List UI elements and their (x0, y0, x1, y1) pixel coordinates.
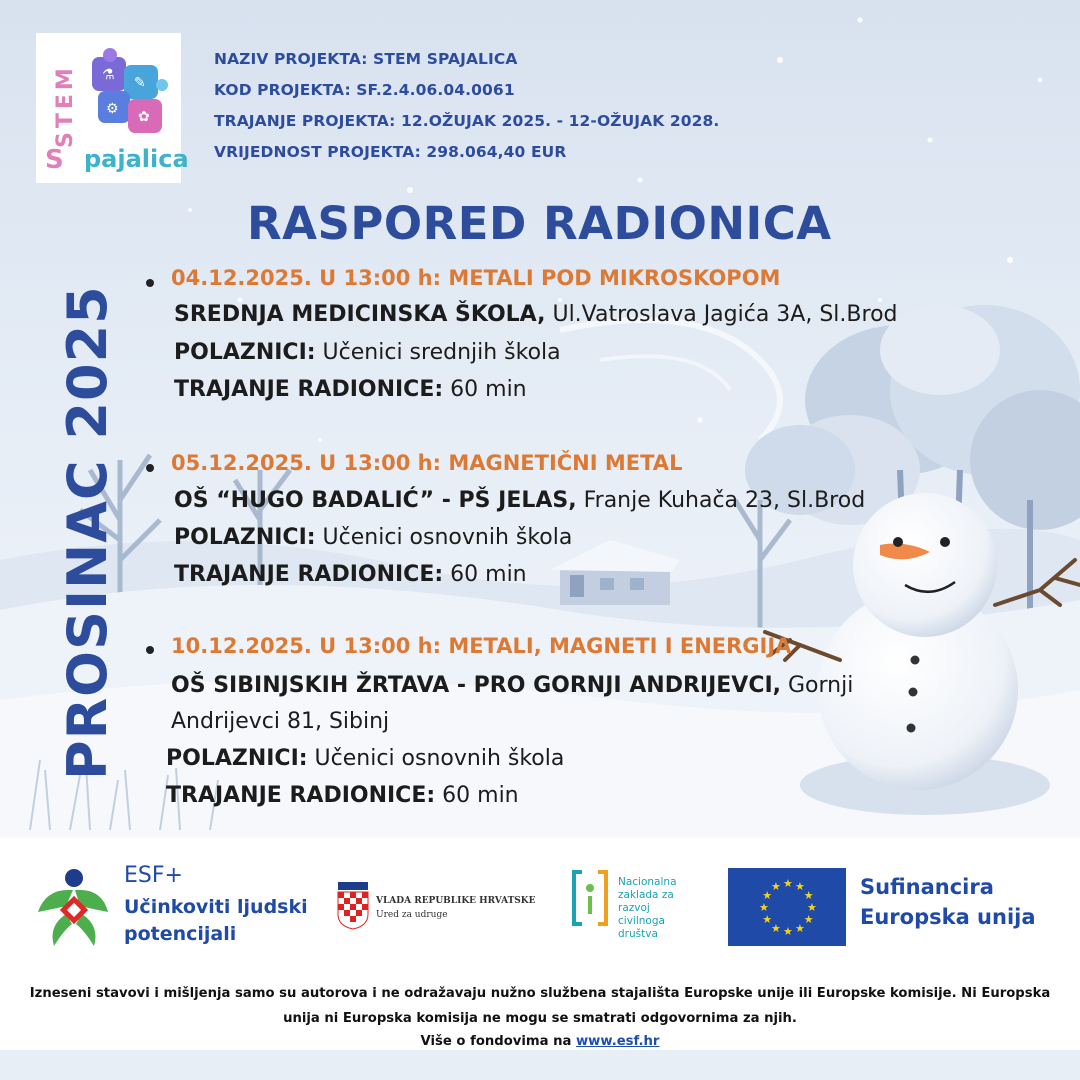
svg-text:✎: ✎ (134, 75, 146, 91)
bullet (146, 279, 154, 287)
eu-star: ★ (762, 913, 773, 926)
month-vertical-title: PROSINAC 2025 (56, 285, 119, 780)
workshop-2-participants: POLAZNICI: Učenici osnovnih škola (174, 525, 573, 550)
eu-star: ★ (803, 889, 814, 902)
workshop-1-heading: 04.12.2025. U 13:00 h: METALI POD MIKROSKOPOM (171, 266, 781, 290)
svg-text:⚙: ⚙ (106, 101, 119, 117)
esf-title: ESF+ (124, 863, 183, 888)
disclaimer-line1: Izneseni stavovi i mišljenja samo su autorova i ne odražavaju nužno službena stajališta Europske unije ili Europske komisije. Ni Europska (29, 986, 1051, 1001)
workshop-1-venue: SREDNJA MEDICINSKA ŠKOLA, Ul.Vatroslava Jagića 3A, Sl.Brod (174, 302, 898, 327)
esf-logo-icon (36, 868, 110, 948)
footer-strip (0, 1050, 1080, 1080)
eu-star: ★ (795, 880, 805, 894)
eu-star: ★ (783, 877, 793, 890)
page-title: RASPORED RADIONICA (247, 197, 832, 250)
croatian-coat-of-arms-icon (336, 882, 370, 930)
logo-wordmark: pajalica (84, 145, 189, 173)
project-code: KOD PROJEKTA: SF.2.4.06.04.0061 (214, 81, 515, 99)
workshop-1-duration: TRAJANJE RADIONICE: 60 min (174, 377, 527, 402)
workshop-3-participants: POLAZNICI: Učenici osnovnih škola (166, 746, 565, 771)
workshop-3-venue: OŠ SIBINJSKIH ŽRTAVA - PRO GORNJI ANDRIJEVCI, Gornji (171, 673, 854, 698)
bullet (146, 646, 154, 654)
nacionalna-zaklada-logo-icon (570, 868, 610, 928)
workshop-2-heading: 05.12.2025. U 13:00 h: MAGNETIČNI METAL (171, 451, 683, 475)
project-name: NAZIV PROJEKTA: STEM SPAJALICA (214, 50, 518, 68)
nz-text: Nacionalna zaklada za razvoj civilnoga društva (618, 876, 677, 940)
eu-star: ★ (783, 925, 793, 938)
project-duration: TRAJANJE PROJEKTA: 12.OŽUJAK 2025. - 12-OŽUJAK 2028. (214, 112, 720, 130)
eu-star: ★ (771, 880, 781, 894)
footer (0, 838, 1080, 1080)
eu-star: ★ (759, 901, 769, 914)
eu-star: ★ (807, 901, 817, 914)
project-value: VRIJEDNOST PROJEKTA: 298.064,40 EUR (214, 143, 567, 161)
bullet (146, 464, 154, 472)
eu-line1: Sufinancira (860, 875, 994, 899)
eu-star: ★ (803, 913, 814, 926)
eu-line2: Europska unija (860, 905, 1036, 929)
eu-star: ★ (771, 921, 781, 935)
workshop-2-duration: TRAJANJE RADIONICE: 60 min (174, 562, 527, 587)
workshop-3-heading: 10.12.2025. U 13:00 h: METALI, MAGNETI I ENERGIJA (171, 634, 792, 658)
eu-flag-icon (728, 868, 846, 946)
puzzle-cubes-icon (88, 47, 172, 139)
eu-star: ★ (795, 921, 805, 935)
gov-line1: VLADA REPUBLIKE HRVATSKE (376, 896, 536, 906)
stem-s-letter: S (45, 145, 64, 175)
esf-link[interactable]: www.esf.hr (576, 1034, 660, 1049)
workshop-1-participants: POLAZNICI: Učenici srednjih škola (174, 340, 561, 365)
workshop-3-venue-cont: Andrijevci 81, Sibinj (171, 709, 390, 734)
eu-star: ★ (762, 889, 773, 902)
esf-line1: Učinkoviti ljudski (124, 896, 308, 918)
svg-text:✿: ✿ (138, 109, 150, 125)
esf-line2: potencijali (124, 923, 237, 945)
svg-text:⚗: ⚗ (102, 67, 115, 83)
disclaimer-line2: unija ni Europska komisija ne mogu se smatrati odgovornima za njih. (283, 1011, 797, 1026)
disclaimer-line3: Više o fondovima na www.esf.hr (420, 1034, 660, 1049)
gov-line2: Ured za udruge (376, 910, 448, 920)
workshop-2-venue: OŠ “HUGO BADALIĆ” - PŠ JELAS, Franje Kuhača 23, Sl.Brod (174, 488, 866, 513)
stem-letters: STEM (53, 64, 78, 148)
stem-spajalica-logo (36, 33, 189, 183)
workshop-3-duration: TRAJANJE RADIONICE: 60 min (166, 783, 519, 808)
